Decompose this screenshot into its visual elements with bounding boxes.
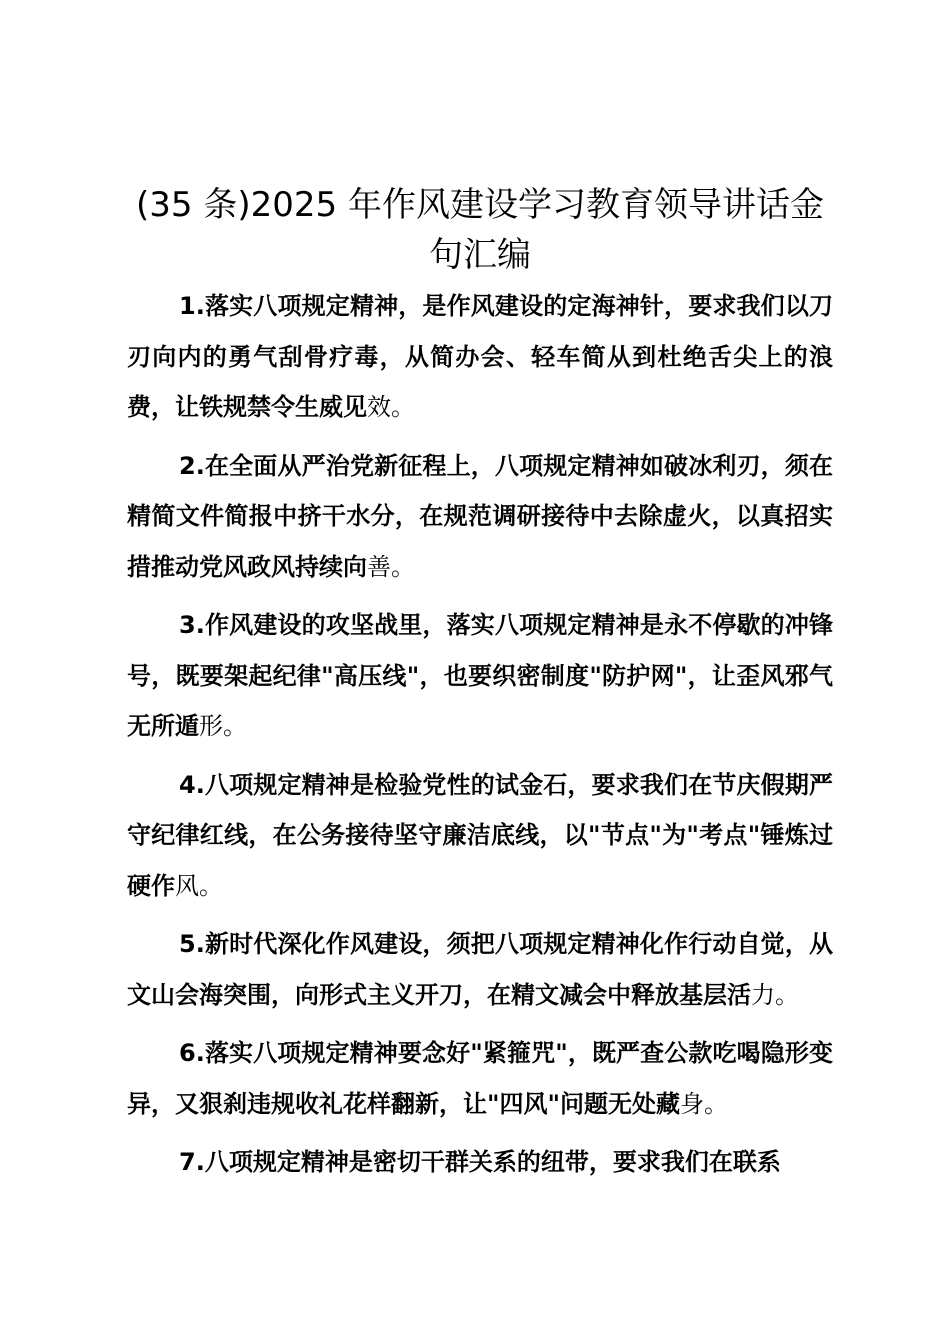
paragraph-number: 1. [179, 292, 205, 320]
paragraph-text: 作风建设的攻坚战里，落实八项规定精神是永不停歇的冲锋号，既要架起纪律"高压线"，也要织密制度"防护网"，让歪风邪气无所遁 [127, 611, 833, 740]
paragraph-number: 5. [179, 930, 205, 958]
paragraph-text: 新时代深化作风建设，须把八项规定精神化作行动自觉，从文山会海突围，向形式主义开刀，在精文减会中释放基层活 [127, 930, 833, 1009]
paragraph-5 [127, 919, 833, 1020]
document-body [127, 281, 833, 1196]
paragraph-6 [127, 1028, 833, 1129]
paragraph-tail: 力。 [751, 980, 799, 1009]
paragraph-3 [127, 600, 833, 752]
paragraph-number: 7. [179, 1148, 205, 1176]
paragraph-text: 八项规定精神是密切干群关系的纽带，要求我们在联系 [204, 1148, 781, 1176]
paragraph-text: 在全面从严治党新征程上，八项规定精神如破冰利刃，须在精简文件简报中挤干水分，在规范调研接待中去除虚火，以真招实措推动党风政风持续向 [127, 451, 833, 581]
paragraph-tail: 效。 [367, 393, 415, 421]
document-title: (35 条)2025 年作风建设学习教育领导讲话金句汇编 [136, 185, 824, 275]
paragraph-tail: 身。 [680, 1089, 729, 1118]
paragraph-tail: 善。 [367, 552, 415, 581]
paragraph-tail: 风。 [175, 871, 223, 900]
paragraph-4 [127, 760, 833, 912]
paragraph-number: 4. [179, 770, 205, 799]
paragraph-7 [127, 1137, 833, 1188]
paragraph-number: 2. [179, 451, 205, 480]
paragraph-text: 落实八项规定精神要念好"紧箍咒"，既严查公款吃喝隐形变异，又狠刹违规收礼花样翻新，让"四风"问题无处藏 [127, 1039, 833, 1118]
paragraph-1 [127, 281, 833, 433]
paragraph-number: 6. [179, 1039, 205, 1067]
paragraph-text: 八项规定精神是检验党性的试金石，要求我们在节庆假期严守纪律红线，在公务接待坚守廉洁底线，以"节点"为"考点"锤炼过硬作 [127, 770, 833, 900]
paragraph-text: 落实八项规定精神，是作风建设的定海神针，要求我们以刀刃向内的勇气刮骨疗毒，从简办会、轻车简从到杜绝舌尖上的浪费，让铁规禁令生威见 [127, 292, 833, 421]
paragraph-tail: 形。 [199, 712, 247, 740]
paragraph-number: 3. [179, 611, 205, 639]
paragraph-2 [127, 441, 833, 593]
